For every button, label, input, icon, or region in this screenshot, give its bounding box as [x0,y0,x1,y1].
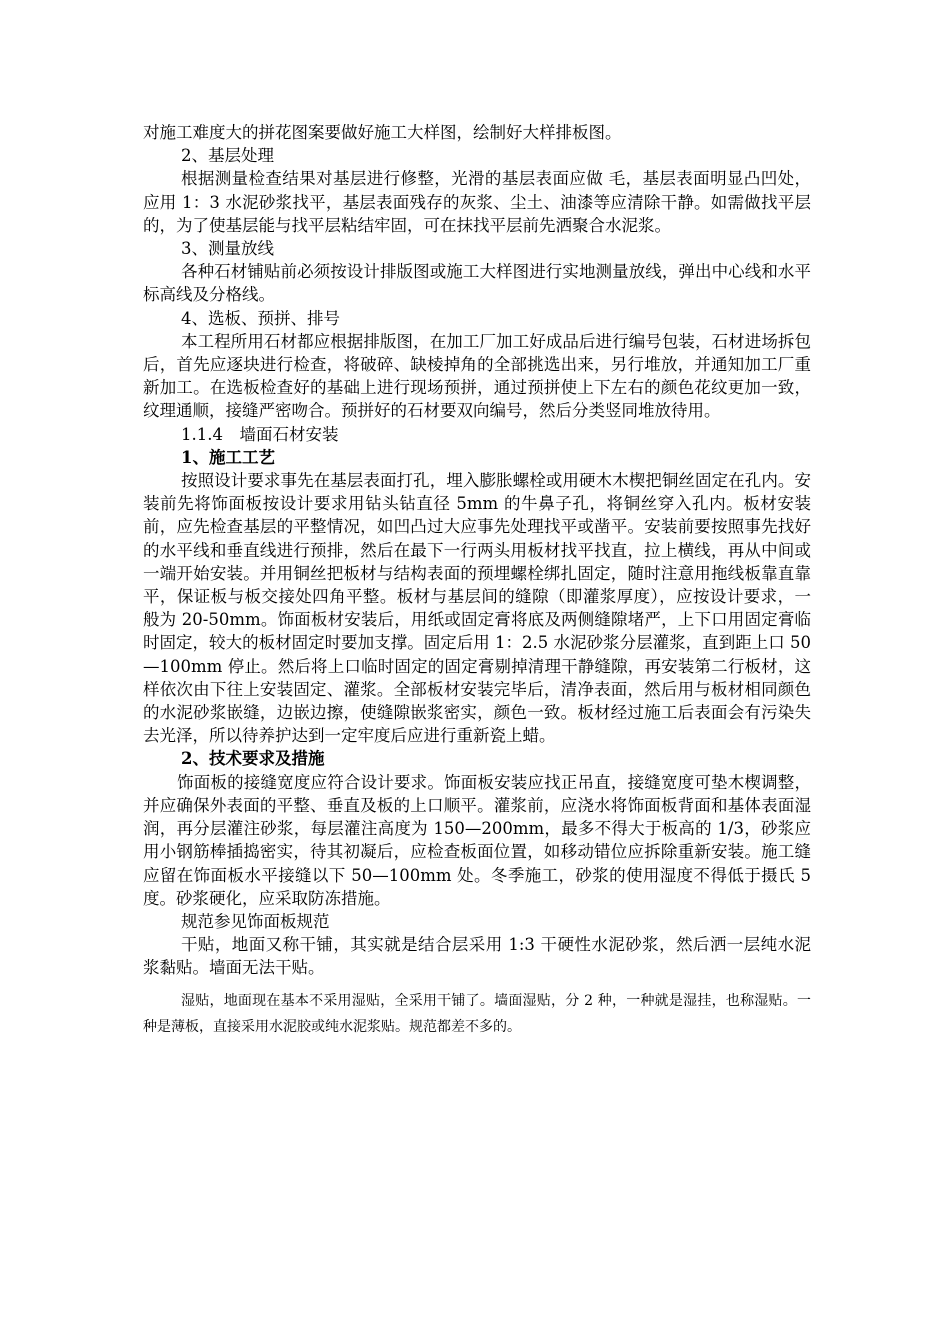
paragraph-base-treatment: 根据测量检查结果对基层进行修整，光滑的基层表面应做 毛，基层表面明显凸凹处，应用 1：3 水泥砂浆找平，基层表面残存的灰浆、尘土、油漆等应清除干静。如需做找平层的，为了使基层能与找平层粘结牢固，可在抹找平层前先洒聚合水泥浆。 [143,169,811,235]
section-heading-wall-stone: 1.1.4 墙面石材安装 [181,424,339,444]
heading-construction-process: 1、施工工艺 [181,447,275,467]
paragraph-sample-drawing: 对施工难度大的拼花图案要做好施工大样图，绘制好大样排板图。 [143,123,622,142]
paragraph-survey-layout: 各种石材铺贴前必须按设计排版图或施工大样图进行实地测量放线，弹出中心线和水平标高线及分格线。 [143,262,811,305]
paragraph-spec-reference: 规范参见饰面板规范 [181,911,330,931]
paragraph-dry-laying: 干贴，地面又称干铺，其实就是结合层采用 1:3 干硬性水泥砂浆，然后洒一层纯水泥浆黏贴。墙面无法干贴。 [143,935,811,978]
heading-survey-layout: 3、测量放线 [181,239,274,259]
paragraph-board-selection: 本工程所用石材都应根据排版图，在加工厂加工好成品后进行编号包装，石材进场拆包后，首先应逐块进行检查，将破碎、缺棱掉角的全部挑选出来，另行堆放，并通知加工厂重新加工。在选板检查好的基础上进行现场预拼，通过预拼使上下左右的颜色花纹更加一致，纹理通顺，接缝严密吻合。预拼好的石材要双向编号，然后分类竖同堆放待用。 [143,331,811,421]
heading-technical-requirements: 2、技术要求及措施 [181,749,325,769]
heading-base-treatment: 2、基层处理 [181,146,274,166]
heading-board-selection: 4、选板、预拼、排号 [181,308,340,328]
paragraph-wet-laying: 湿贴，地面现在基本不采用湿贴，全采用干铺了。墙面湿贴，分 2 种，一种就是湿挂，也称湿贴。一种是薄板，直接采用水泥胶或纯水泥浆贴。规范都差不多的。 [143,992,811,1035]
document-body [143,121,811,1040]
paragraph-technical-requirements: 饰面板的接缝宽度应符合设计要求。饰面板安装应找正吊直，接缝宽度可垫木楔调整，并应确保外表面的平整、垂直及板的上口顺平。灌浆前，应浇水将饰面板背面和基体表面湿润，再分层灌注砂浆，每层灌注高度为 150—200mm，最多不得大于板高的 1/3，砂浆应用小钢筋棒插捣密实，待其初凝后，应检查板面位置，如移动错位应拆除重新安装。施工缝应留在饰面板水平接缝以下 50—100mm 处。冬季施工，砂浆的使用湿度不得低于摄氏 5 度。砂浆硬化，应采取防冻措施。 [143,772,811,908]
paragraph-construction-process: 按照设计要求事先在基层表面打孔，埋入膨胀螺栓或用硬木木楔把铜丝固定在孔内。安装前先将饰面板按设计要求用钻头钻直径 5mm 的牛鼻子孔，将铜丝穿入孔内。板材安装前，应先检查基层的平整情况，如凹凸过大应事先处理找平或凿平。安装前要按照事先找好的水平线和垂直线进行预排，然后在最下一行两头用板材找平找直，拉上横线，再从中间或一端开始安装。并用铜丝把板材与结构表面的预埋螺栓绑扎固定，随时注意用拖线板靠直靠平，保证板与板交接处四角平整。板材与基层间的缝隙（即灌浆厚度），应按设计要求，一般为 20-50mm。饰面板材安装后，用纸或固定膏将底及两侧缝隙堵严，上下口用固定膏临时固定，较大的板材固定时要加支撑。固定后用 1：2.5 水泥砂浆分层灌浆，直到距上口 50—100mm 停止。然后将上口临时固定的固定膏剔掉清理干静缝隙，再安装第二行板材，这样依次由下往上安装固定、灌浆。全部板材安装完毕后，清净表面，然后用与板材相同颜色的水泥砂浆嵌缝，边嵌边擦，使缝隙嵌浆密实，颜色一致。板材经过施工后表面会有污染失去光泽，所以待养护达到一定牢度后应进行重新瓷上蜡。 [143,471,811,746]
